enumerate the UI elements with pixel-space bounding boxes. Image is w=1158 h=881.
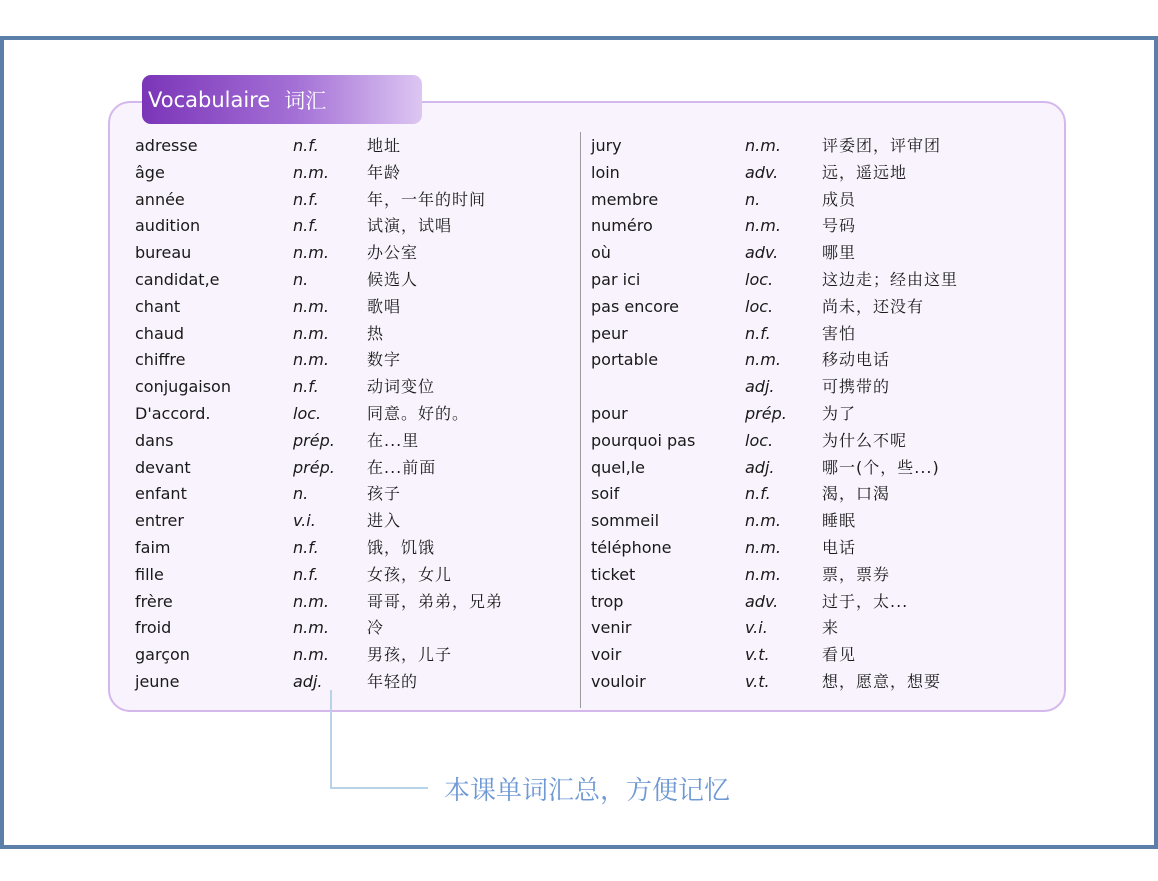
vocab-word: chiffre xyxy=(135,350,186,370)
vocab-meaning: 动词变位 xyxy=(367,377,436,397)
vocab-word: âge xyxy=(135,162,165,182)
vocab-pos: loc. xyxy=(745,269,774,289)
vocab-word: chaud xyxy=(135,323,185,343)
vocab-pos: n. xyxy=(293,269,309,289)
vocab-pos: prép. xyxy=(293,430,335,450)
vocab-pos: v.i. xyxy=(293,511,316,531)
vocab-meaning: 票，票券 xyxy=(822,564,891,584)
vocab-pos: loc. xyxy=(745,430,774,450)
vocab-pos: n.f. xyxy=(293,189,319,209)
vocab-meaning: 移动电话 xyxy=(822,350,891,370)
vocab-meaning: 为什么不呢 xyxy=(822,430,908,450)
vocab-word: froid xyxy=(135,618,172,638)
vocab-pos: n.m. xyxy=(293,618,329,638)
vocab-word: devant xyxy=(135,457,191,477)
vocab-pos: n.m. xyxy=(745,350,781,370)
vocab-word: candidat,e xyxy=(135,269,220,289)
vocab-word: peur xyxy=(591,323,628,343)
vocab-meaning: 热 xyxy=(367,323,385,343)
vocab-pos: adj. xyxy=(293,671,323,691)
vocab-word: voir xyxy=(591,645,622,665)
vocab-meaning: 女孩，女儿 xyxy=(367,564,453,584)
vocab-pos: adv. xyxy=(745,591,779,611)
vocab-pos: n.f. xyxy=(293,537,319,557)
vocab-pos: n.f. xyxy=(293,377,319,397)
vocab-meaning: 试演，试唱 xyxy=(367,216,453,236)
vocab-word: frère xyxy=(135,591,173,611)
vocab-word: quel,le xyxy=(591,457,645,477)
vocab-word: garçon xyxy=(135,645,190,665)
vocab-meaning: 哥哥，弟弟，兄弟 xyxy=(367,591,504,611)
vocab-pos: n.f. xyxy=(745,323,771,343)
vocab-word: fille xyxy=(135,564,164,584)
vocab-word: où xyxy=(591,243,611,263)
callout-line-horizontal xyxy=(330,787,428,789)
vocab-meaning: 尚未，还没有 xyxy=(822,296,925,316)
vocab-pos: v.i. xyxy=(745,618,768,638)
vocab-word: conjugaison xyxy=(135,377,231,397)
vocab-pos: n.m. xyxy=(293,162,329,182)
title-zh: 词汇 xyxy=(284,88,327,113)
vocab-meaning: 可携带的 xyxy=(822,377,891,397)
vocab-pos: n.m. xyxy=(745,564,781,584)
vocab-pos: n.m. xyxy=(293,350,329,370)
vocab-meaning: 数字 xyxy=(367,350,402,370)
vocab-word: dans xyxy=(135,430,174,450)
vocab-pos: n.f. xyxy=(293,564,319,584)
vocab-word: enfant xyxy=(135,484,187,504)
callout-text: 本课单词汇总，方便记忆 xyxy=(444,776,731,806)
callout-line-vertical xyxy=(330,690,332,789)
vocab-word: D'accord. xyxy=(135,403,211,423)
vocab-meaning: 在...前面 xyxy=(367,457,437,477)
vocab-meaning: 来 xyxy=(822,618,840,638)
vocab-meaning: 进入 xyxy=(367,511,402,531)
vocab-meaning: 年，一年的时间 xyxy=(367,189,487,209)
vocab-word: pour xyxy=(591,403,628,423)
vocab-meaning: 歌唱 xyxy=(367,296,402,316)
vocab-meaning: 成员 xyxy=(822,189,857,209)
vocab-pos: n.m. xyxy=(745,136,781,155)
vocab-pos: v.t. xyxy=(745,671,770,691)
vocab-meaning: 远，遥远地 xyxy=(822,162,908,182)
column-divider xyxy=(580,132,581,708)
vocab-word: entrer xyxy=(135,511,184,531)
vocab-word: faim xyxy=(135,537,171,557)
vocab-meaning: 想，愿意，想要 xyxy=(822,671,942,691)
vocab-pos: n.m. xyxy=(293,591,329,611)
vocab-word: adresse xyxy=(135,136,198,155)
vocab-word: ticket xyxy=(591,564,636,584)
vocab-word: bureau xyxy=(135,243,192,263)
vocab-pos: loc. xyxy=(293,403,322,423)
vocab-pos: adv. xyxy=(745,243,779,263)
vocabulary-panel xyxy=(108,101,1066,712)
vocab-meaning: 在...里 xyxy=(367,430,420,450)
vocab-meaning: 孩子 xyxy=(367,484,402,504)
vocab-pos: n.f. xyxy=(293,136,319,155)
vocab-meaning: 看见 xyxy=(822,645,857,665)
vocab-word: pas encore xyxy=(591,296,680,316)
vocab-meaning: 这边走；经由这里 xyxy=(822,269,959,289)
vocab-pos: n.m. xyxy=(745,537,781,557)
vocab-word: trop xyxy=(591,591,624,611)
vocab-meaning: 地址 xyxy=(367,136,402,155)
vocab-word: audition xyxy=(135,216,201,236)
vocab-meaning: 年轻的 xyxy=(367,671,419,691)
vocab-word: sommeil xyxy=(591,511,660,531)
vocab-meaning: 电话 xyxy=(822,537,857,557)
vocab-word: venir xyxy=(591,618,632,638)
vocab-meaning: 渴，口渴 xyxy=(822,484,891,504)
vocab-word: portable xyxy=(591,350,659,370)
vocab-word: pourquoi pas xyxy=(591,430,696,450)
vocab-pos: adj. xyxy=(745,377,775,397)
vocab-meaning: 评委团，评审团 xyxy=(822,136,942,155)
vocab-pos: prép. xyxy=(745,403,787,423)
vocab-word: chant xyxy=(135,296,181,316)
vocab-pos: n.m. xyxy=(293,296,329,316)
vocab-meaning: 号码 xyxy=(822,216,857,236)
vocab-meaning: 为了 xyxy=(822,403,857,423)
vocab-pos: prép. xyxy=(293,457,335,477)
vocab-word: téléphone xyxy=(591,537,672,557)
vocab-pos: n.m. xyxy=(293,323,329,343)
vocab-meaning: 睡眠 xyxy=(822,511,857,531)
vocab-word: par ici xyxy=(591,269,641,289)
vocab-pos: v.t. xyxy=(745,645,770,665)
vocab-meaning: 冷 xyxy=(367,618,385,638)
vocab-pos: n.m. xyxy=(745,216,781,236)
vocab-meaning: 男孩，儿子 xyxy=(367,645,453,665)
vocab-pos: adj. xyxy=(745,457,775,477)
vocab-meaning: 哪一(个，些...) xyxy=(822,457,940,477)
vocab-word: loin xyxy=(591,162,620,182)
vocab-pos: n.m. xyxy=(293,243,329,263)
vocab-meaning: 害怕 xyxy=(822,323,857,343)
vocab-meaning: 饿，饥饿 xyxy=(367,537,436,557)
vocab-pos: n.f. xyxy=(293,216,319,236)
vocab-word: jury xyxy=(591,136,622,155)
vocab-pos: n. xyxy=(745,189,761,209)
vocab-pos: n. xyxy=(293,484,309,504)
vocab-meaning: 哪里 xyxy=(822,243,857,263)
vocab-word: vouloir xyxy=(591,671,646,691)
vocab-word: numéro xyxy=(591,216,653,236)
vocab-word: année xyxy=(135,189,185,209)
vocab-meaning: 候选人 xyxy=(367,269,419,289)
vocab-meaning: 年龄 xyxy=(367,162,402,182)
vocabulary-title xyxy=(142,75,422,124)
vocab-pos: n.m. xyxy=(293,645,329,665)
vocab-word: soif xyxy=(591,484,620,504)
vocab-pos: n.f. xyxy=(745,484,771,504)
vocab-meaning: 过于，太... xyxy=(822,591,909,611)
vocab-meaning: 同意。好的。 xyxy=(367,403,470,423)
title-word: Vocabulaire xyxy=(148,87,271,112)
vocab-word: jeune xyxy=(135,671,180,691)
vocab-pos: loc. xyxy=(745,296,774,316)
vocab-pos: adv. xyxy=(745,162,779,182)
vocab-word: membre xyxy=(591,189,659,209)
vocab-pos: n.m. xyxy=(745,511,781,531)
vocab-meaning: 办公室 xyxy=(367,243,419,263)
